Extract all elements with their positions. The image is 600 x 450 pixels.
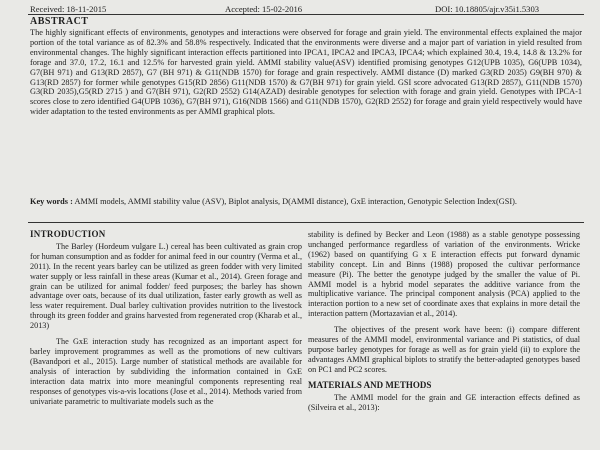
- keywords: [30, 197, 582, 207]
- right-column: [308, 230, 580, 418]
- keywords-divider: [28, 222, 584, 223]
- keywords-label: Key words :: [30, 197, 73, 206]
- right-paragraph-2: The objectives of the present work have been: (i) compare different measures of the AMMI model, environmental variance and Pi statistics, of dual purpose barley genotypes for forage as well as for grain yield (ii) to explore the advantages AMMI graphical biplots to stratify the better-adapted genotypes based on PC1 and PC2 scores.: [308, 325, 580, 374]
- intro-paragraph-1: The Barley (Hordeum vulgare L.) cereal has been cultivated as grain crop for human consumption and as fodder for animal feed in our country (Verma et al., 2011). In the recent years barley can be utilized as green fodder with very limited water supply or less rainfall in these areas (Kumar et al., 2014). Green forage and grain can be utilized for animal fodder/ feed purposes; the barley has shown advantage over oats, because of its dual utilization, faster early growth as well as less water requirement. Dual barley cultivation provides nutrition to the livestock through its green fodder and grains harvested from regenerated crop (Kharab et al., 2013): [30, 241, 302, 331]
- accepted-date: Accepted: 15-02-2016: [225, 4, 303, 14]
- top-divider: [28, 14, 584, 15]
- keywords-text: AMMI models, AMMI stability value (ASV), Biplot analysis, D(AMMI distance), GxE interaction, Genotypic Selection Index(GSI).: [74, 197, 517, 206]
- intro-title: INTRODUCTION: [30, 229, 106, 239]
- abstract-title: ABSTRACT: [30, 16, 89, 27]
- left-column: [30, 230, 302, 412]
- methods-title: MATERIALS AND METHODS: [308, 379, 432, 390]
- abstract-body: The highly significant effects of environments, genotypes and interactions were observed for forage and grain yield. The environmental effects explained the major portion of the total variance as of 82.3% and 58.8% respectively. Indicated that the environments were diverse and a major part of variation in yield resulted from environmental changes. The highly significant interaction effects partitioned into IPCA1, IPCA2 and IPCA3, IPCA4; which explained 30.4, 19.4, 14.8 & 13.2% for forage and 37.0, 17.2, 16.1 and 12.5% for harvested grain yield. AMMI stability value(ASV) identified promising genotypes G12(UPB 1035), G6(UPB 1034), G7(BH 971) and G13(RD 2857), G7 (BH 971) & G11(NDB 1570) for forage and grain respectively. AMMI distance (D) marked G3(RD 2035) G9(BH 970) & G13(RD 2857) for former while genotypes G15(RD 2856) G11(NDB 1570) & G7(BH 971) for grain yield. GSI score advocated G13(RD 2857), G11(NDB 1570) G3(RD 2035),G5(RD 2715 ) and G7(BH 971), G2(RD 2552) G14(AZAD) desirable genotypes for selection with forage and grain yield. Genotypes with IPCA-1 scores close to zero identified G4(UPB 1036), G7(BH 971), G16(NDB 1566) and G11(NDB 1570), G2(RD 2552) for forage and grain yield respectively would have wider adaptation to the tested environments as per AMMI graphical plots.: [30, 28, 582, 117]
- right-paragraph-3: The AMMI model for the grain and GE interaction effects defined as (Silveira et al., 2013):: [308, 392, 580, 412]
- doi: DOI: 10.18805/ajr.v35i1.5303: [435, 4, 540, 14]
- received-date: Received: 18-11-2015: [30, 4, 107, 14]
- intro-paragraph-2: The GxE interaction study has recognized as an important aspect for barley improvement programmes as well as the promotions of new cultivars (Bavandpori et al., 2015). Large number of statistical methods are available for analysis of interaction by subdividing the information contained in GxE interaction data matrix into more meaningful components representing real responses of genotypes vis-a-vis locations (Jose et al., 2014). Methods varied from univariate parametric to multivariate models such as the: [30, 337, 302, 406]
- right-paragraph-1: stability is defined by Becker and Leon (1988) as a stable genotype possessing unchanged performance regardless of variation of the environments. Wricke (1962) based on quantifying G x E interaction effects put forward dynamic stability concept. Lin and Binns (1988) proposed the cultivar performance measure (Pi). The better the genotype judged by the smaller the value of Pi. AMMI model is a hybrid model separates the additive variance from the multiplicative variance. The principal component analysis (PCA) applied to the interaction portion to a new set of coordinate axes that explains in more detail the interaction pattern (Mortazavian et al., 2014).: [308, 230, 580, 319]
